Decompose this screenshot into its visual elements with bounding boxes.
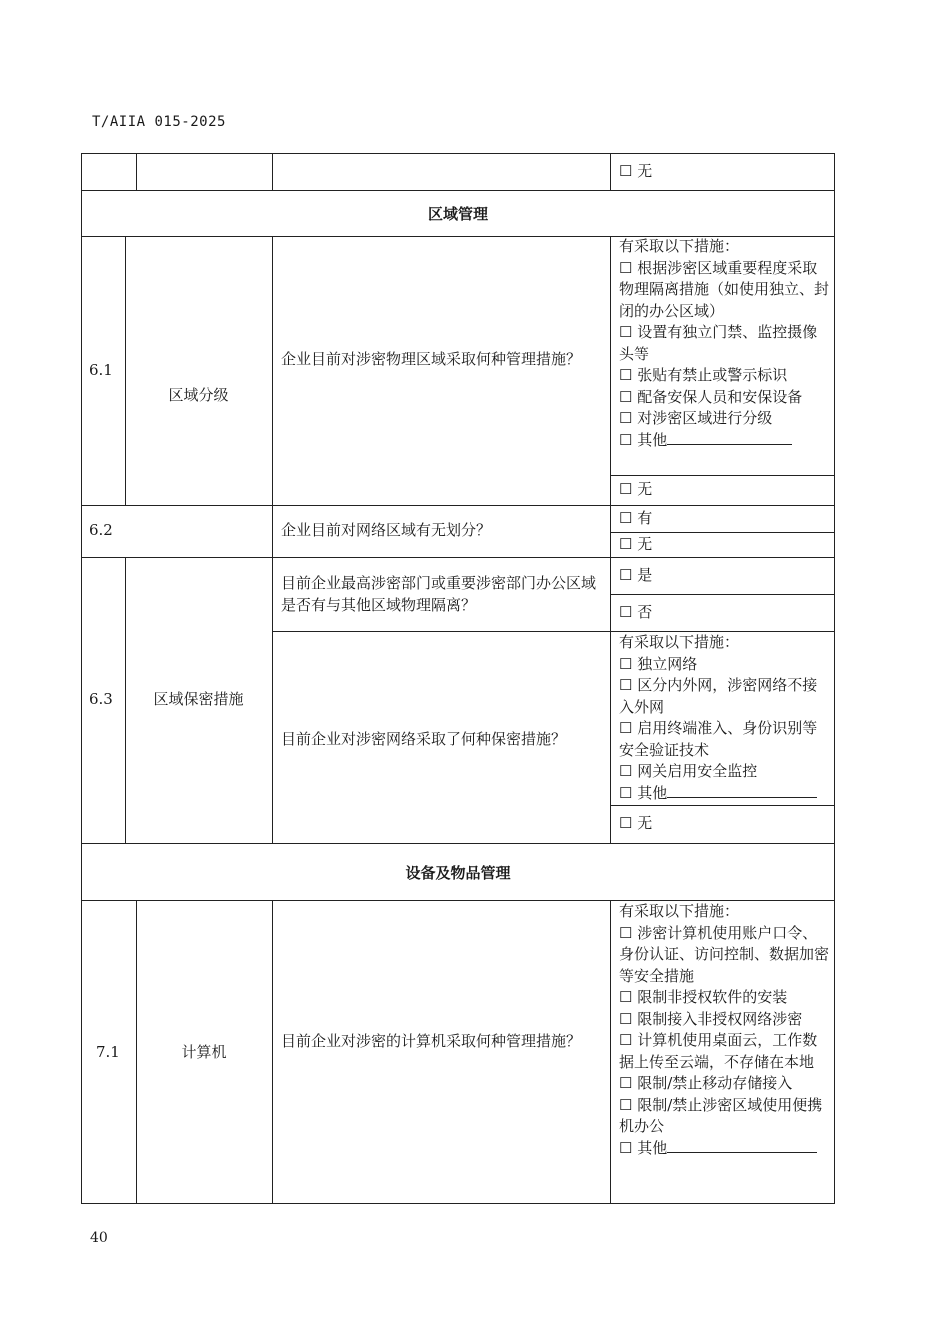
table-border-right — [834, 153, 835, 1204]
table-line — [81, 190, 835, 191]
table-border-top — [81, 153, 835, 154]
option-zone-grading: ☐ 对涉密区域进行分级 — [619, 409, 773, 427]
page-number: 40 — [90, 1230, 108, 1246]
option-account-security: ☐ 涉密计算机使用账户口令、身份认证、访问控制、数据加密等安全措施 — [619, 923, 830, 985]
table-border-bottom — [81, 1203, 835, 1204]
table-line — [81, 843, 835, 844]
item-question: 目前企业对涉密网络采取了何种保密措施？ — [281, 730, 567, 748]
option-software-restriction: ☐ 限制非授权软件的安装 — [619, 988, 788, 1006]
option-network-restriction: ☐ 限制接入非授权网络涉密 — [619, 1009, 803, 1028]
table-line — [272, 505, 835, 506]
table-line — [272, 153, 273, 190]
fill-in-blank — [667, 783, 817, 798]
item-question: 企业目前对涉密物理区域采取何种管理措施？ — [281, 350, 582, 368]
option-no: ☐ 否 — [619, 603, 653, 621]
option-no: ☐ 无 — [619, 535, 653, 553]
option-other: ☐ 其他 — [619, 783, 668, 802]
measures-list — [619, 632, 831, 804]
option-none: ☐ 无 — [619, 162, 653, 180]
table-line — [610, 532, 835, 533]
option-yes: ☐ 有 — [619, 509, 653, 527]
item-id: 6.2 — [89, 521, 113, 539]
table-line — [610, 153, 611, 190]
option-terminal-access: ☐ 启用终端准入、身份识别等安全验证技术 — [619, 719, 818, 759]
item-category: 区域保密措施 — [153, 690, 244, 708]
measures-list — [619, 236, 831, 451]
option-other: ☐ 其他 — [619, 1138, 668, 1157]
item-question: 目前企业对涉密的计算机采取何种管理措施？ — [281, 1032, 582, 1050]
table-line — [610, 805, 835, 806]
table-line — [136, 153, 137, 190]
option-none: ☐ 无 — [619, 814, 653, 832]
table-line — [81, 505, 272, 506]
measures-list — [619, 901, 831, 1159]
option-laptop-restriction: ☐ 限制/禁止涉密区域使用便携机办公 — [619, 1095, 823, 1135]
table-line — [81, 557, 835, 558]
document-code: T/AIIA 015-2025 — [92, 114, 226, 130]
measures-intro: 有采取以下措施： — [619, 902, 740, 920]
item-category: 区域分级 — [168, 386, 229, 404]
option-desktop-cloud: ☐ 计算机使用桌面云，工作数据上传至云端，不存储在本地 — [619, 1031, 818, 1071]
table-line — [272, 900, 273, 1203]
table-line — [610, 900, 611, 1203]
measures-intro: 有采取以下措施： — [619, 237, 740, 255]
option-gateway-monitoring: ☐ 网关启用安全监控 — [619, 762, 758, 780]
option-network-separation: ☐ 区分内外网，涉密网络不接入外网 — [619, 676, 818, 716]
table-line — [610, 475, 835, 476]
option-independent-network: ☐ 独立网络 — [619, 654, 698, 673]
option-security-staff: ☐ 配备安保人员和安保设备 — [619, 387, 803, 406]
fill-in-blank — [667, 430, 792, 445]
table-line — [125, 236, 126, 505]
option-removable-storage: ☐ 限制/禁止移动存储接入 — [619, 1074, 793, 1092]
item-id: 6.1 — [89, 361, 113, 379]
section-title-equipment: 设备及物品管理 — [405, 864, 511, 882]
table-line — [610, 236, 611, 843]
option-other: ☐ 其他 — [619, 430, 668, 449]
item-question: 目前企业最高涉密部门或重要涉密部门办公区域是否有与其他区域物理隔离？ — [281, 574, 597, 614]
option-yes: ☐ 是 — [619, 566, 653, 584]
table-line — [272, 236, 273, 843]
table-line — [610, 594, 835, 595]
item-question: 企业目前对网络区域有无划分？ — [281, 521, 492, 539]
item-id: 6.3 — [89, 690, 113, 708]
option-physical-isolation: ☐ 根据涉密区域重要程度采取物理隔离措施（如使用独立、封闭的办公区域） — [619, 258, 830, 320]
option-access-control: ☐ 设置有独立门禁、监控摄像头等 — [619, 323, 818, 363]
fill-in-blank — [667, 1138, 817, 1153]
option-warning-signs: ☐ 张贴有禁止或警示标识 — [619, 366, 788, 384]
table-border-left — [81, 153, 82, 1204]
item-id: 7.1 — [96, 1043, 120, 1061]
option-none: ☐ 无 — [619, 480, 653, 498]
item-category: 计算机 — [181, 1043, 227, 1061]
measures-intro: 有采取以下措施： — [619, 633, 740, 651]
section-title-region: 区域管理 — [427, 205, 488, 223]
